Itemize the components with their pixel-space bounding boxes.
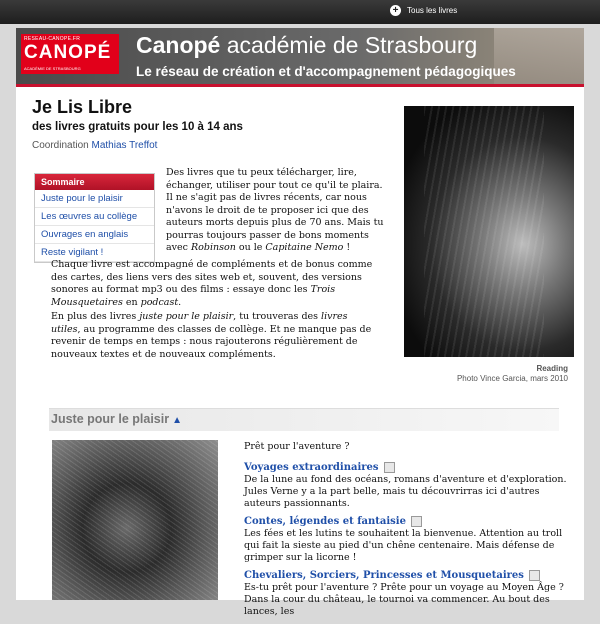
page-subtitle: des livres gratuits pour les 10 à 14 ans [32,121,243,133]
top-bar [0,0,600,24]
banner-subtitle: Le réseau de création et d'accompagnement pédagogiques [136,64,516,79]
photo-caption-title: Reading [536,364,568,373]
table-of-contents [34,173,155,263]
coordination-label: Coordination [32,140,92,151]
category-description: Les fées et les lutins te souhaitent la bienvenue. Attention au troll qui fait la sieste au pied d'un chêne centenaire. Mais défense de grimper sur la licorne ! [244,528,563,563]
mousquetaires-title: Trois Mousquetaires [51,284,336,308]
category-description: Es-tu prêt pour l'aventure ? Prête pour un voyage au Moyen Âge ? Dans la cour du château, le tournoi va commencer. Au bout des lances, les [244,582,564,617]
banner-title-rest: académie de Strasbourg [220,32,478,58]
site-banner [16,28,584,84]
book-icon[interactable] [529,570,540,581]
reading-photo [404,106,574,357]
categories-list [244,441,574,624]
intro-paragraph-1: Des livres que tu peux télécharger, lire, échanger, utiliser pour tout ce qu'il te plaira. Il ne s'agit pas de livres récents, car nous n'avons le droit de te proposer ici que des auteurs morts depuis plus de 70 ans. Mais tu pourras toujours passer de bons moments avec Robinson ou le Capitaine Nemo ! [166,167,384,253]
all-books-link[interactable] [390,5,457,16]
nemo-title: Capitaine Nemo [265,242,344,253]
book-icon[interactable] [384,462,395,473]
main-content [16,87,584,617]
banner-title [136,32,477,59]
all-books-label: Tous les livres [407,6,458,15]
toc-item-plaisir[interactable]: Juste pour le plaisir [35,190,154,208]
category-item [244,570,574,618]
category-link-voyages[interactable]: Voyages extraordinaires [244,462,379,473]
canope-logo[interactable] [21,34,119,74]
banner-title-bold: Canopé [136,32,221,58]
category-item [244,462,574,510]
category-link-contes[interactable]: Contes, légendes et fantaisie [244,516,406,527]
octopus-engraving-image [52,440,218,600]
page-title: Je Lis Libre [32,97,133,117]
intro-text [166,167,386,262]
intro-paragraph-3: En plus des livres juste pour le plaisir, tu trouveras des livres utiles, au programme des classes de collège. Et ne manque pas de revenir de temps en temps : nous rajouterons régulièrement de nouveaux textes et de nouveaux compléments. [51,311,372,360]
logo-subtext: ACADÉMIE DE STRASBOURG [24,66,81,71]
podcast-word: podcast [140,296,179,308]
toc-item-vigilant[interactable]: Reste vigilant ! [35,244,154,262]
book-icon[interactable] [411,516,422,527]
photo-caption-credit: Photo Vince Garcia, mars 2010 [456,374,568,383]
coordination-line [32,140,157,151]
robinson-title: Robinson [191,242,236,253]
logo-wordmark: CANOPÉ [24,42,112,63]
toc-header: Sommaire [35,174,154,190]
adventure-prompt: Prêt pour l'aventure ? [244,441,350,452]
back-to-top-icon[interactable]: ▲ [172,415,182,426]
section-header [49,408,559,431]
category-item [244,516,574,564]
toc-item-anglais[interactable]: Ouvrages en anglais [35,226,154,244]
intro-paragraph-2: Chaque livre est accompagné de compléments et de bonus comme des cartes, des liens vers des sites web et, souvent, des versions sonores au format mp3 ou des films : essaye donc les Trois Mousquetaires en podcast. [51,259,373,308]
toc-item-oeuvres[interactable]: Les œuvres au collège [35,208,154,226]
category-description: De la lune au fond des océans, romans d'aventure et d'exploration. Jules Verne y a la part belle, mais tu découvrirras ici d'autres auteurs passionnants. [244,474,567,509]
section-title: Juste pour le plaisir ▲ [51,412,182,426]
logo-url-text: RESEAU-CANOPE.FR [24,36,81,42]
plus-icon: + [390,5,401,16]
category-link-chevaliers[interactable]: Chevaliers, Sorciers, Princesses et Mousquetaires [244,570,524,581]
coordinator-link[interactable]: Mathias Treffot [91,140,158,151]
